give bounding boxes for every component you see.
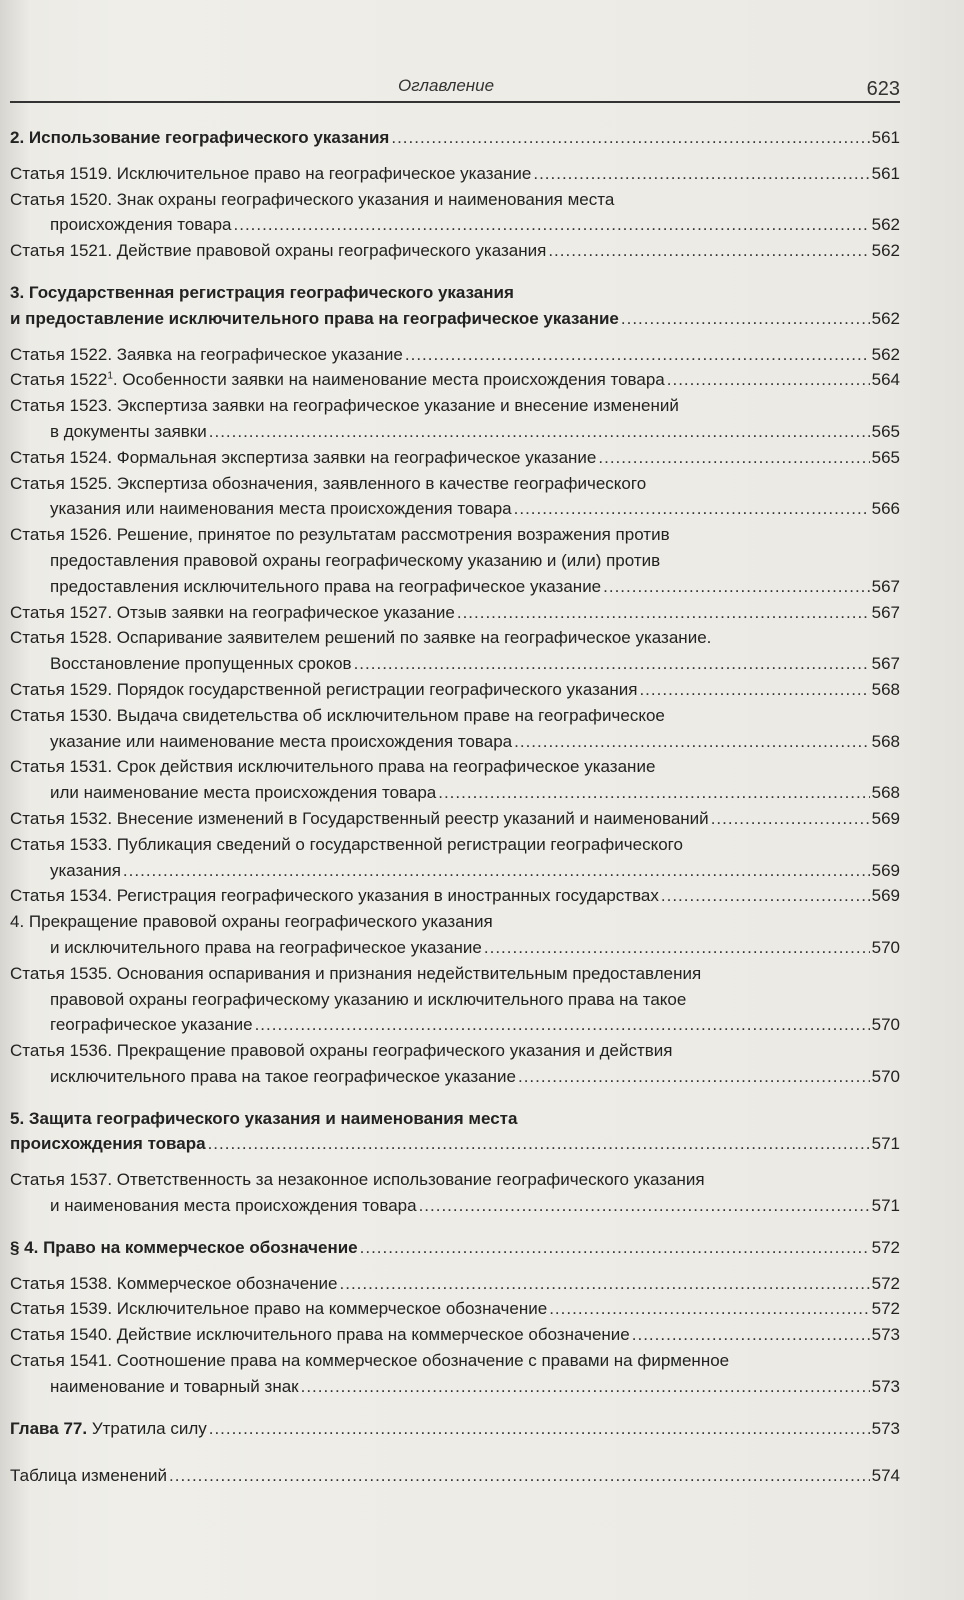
toc-article-1524: Статья 1524. Формальная экспертиза заявки на географическое указание ..... 565 xyxy=(10,445,900,471)
toc-article-1521: Статья 1521. Действие правовой охраны географического указания ..... 562 xyxy=(10,238,900,264)
header-divider xyxy=(10,101,900,103)
header-title: Оглавление xyxy=(398,76,495,95)
toc-article-1525: Статья 1525. Экспертиза обозначения, заявленного в качестве географического указания или наименования места происхождения товара ..... 566 xyxy=(10,471,900,523)
table-of-contents xyxy=(10,125,900,1489)
toc-article-1532: Статья 1532. Внесение изменений в Государственный реестр указаний и наименований ..... 569 xyxy=(10,806,900,832)
toc-article-1536: Статья 1536. Прекращение правовой охраны географического указания и действия исключительного права на такое географическое указание ..... 570 xyxy=(10,1038,900,1090)
toc-section-5: 5. Защита географического указания и наименования места происхождения товара ..... 571 xyxy=(10,1106,900,1158)
toc-article-1538: Статья 1538. Коммерческое обозначение ..... 572 xyxy=(10,1271,900,1297)
toc-article-1533: Статья 1533. Публикация сведений о государственной регистрации географического указания ..... 569 xyxy=(10,832,900,884)
toc-article-1534: Статья 1534. Регистрация географического указания в иностранных государствах ..... 569 xyxy=(10,883,900,909)
toc-article-1522: Статья 1522. Заявка на географическое указание ..... 562 xyxy=(10,342,900,368)
toc-article-1539: Статья 1539. Исключительное право на коммерческое обозначение ..... 572 xyxy=(10,1296,900,1322)
toc-section-2: 2. Использование географического указания ..... 561 xyxy=(10,125,900,151)
toc-section-3: 3. Государственная регистрация географического указания и предоставление исключительного права на географическое указание ..... 562 xyxy=(10,280,900,332)
toc-article-1530: Статья 1530. Выдача свидетельства об исключительном праве на географическое указание или наименование места происхождения товара ..... 568 xyxy=(10,703,900,755)
toc-article-1520: Статья 1520. Знак охраны географического указания и наименования места происхождения товара ..... 562 xyxy=(10,187,900,239)
toc-paragraph-4: § 4. Право на коммерческое обозначение ..... 572 xyxy=(10,1235,900,1261)
toc-article-1537: Статья 1537. Ответственность за незаконное использование географического указания и наименования места происхождения товара ..... 571 xyxy=(10,1167,900,1219)
toc-section-4: 4. Прекращение правовой охраны географического указания и исключительного права на географическое указание ..... 570 xyxy=(10,909,900,961)
toc-article-1541: Статья 1541. Соотношение права на коммерческое обозначение с правами на фирменное наименование и товарный знак ..... 573 xyxy=(10,1348,900,1400)
running-header xyxy=(0,62,900,102)
toc-article-1531: Статья 1531. Срок действия исключительного права на географическое указание или наименование места происхождения товара ..... 568 xyxy=(10,754,900,806)
toc-article-1526: Статья 1526. Решение, принятое по результатам рассмотрения возражения против предоставления правовой охраны географическому указанию и (или) против предоставления исключительного права на географическое указание ..... 567 xyxy=(10,522,900,599)
toc-article-1529: Статья 1529. Порядок государственной регистрации географического указания ..... 568 xyxy=(10,677,900,703)
toc-article-1540: Статья 1540. Действие исключительного права на коммерческое обозначение ..... 573 xyxy=(10,1322,900,1348)
toc-changes-table: Таблица изменений ..... 574 xyxy=(10,1463,900,1489)
page-number: 623 xyxy=(866,78,900,100)
toc-article-1528: Статья 1528. Оспаривание заявителем решений по заявке на географическое указание. Восстановление пропущенных сроков ..... 567 xyxy=(10,625,900,677)
toc-article-1523: Статья 1523. Экспертиза заявки на географическое указание и внесение изменений в документы заявки ..... 565 xyxy=(10,393,900,445)
toc-article-1522-1: Статья 1522$^1$. Особенности заявки на наименование места происхождения товара ..... 564 xyxy=(10,367,900,393)
toc-article-1519: Статья 1519. Исключительное право на географическое указание ..... 561 xyxy=(10,161,900,187)
toc-article-1527: Статья 1527. Отзыв заявки на географическое указание ..... 567 xyxy=(10,600,900,626)
toc-article-1535: Статья 1535. Основания оспаривания и признания недействительным предоставления правовой охраны географическому указанию и исключительного права на такое географическое указание ..... 570 xyxy=(10,961,900,1038)
toc-chapter-77: Глава 77. Утратила силу ..... 573 xyxy=(10,1416,900,1442)
